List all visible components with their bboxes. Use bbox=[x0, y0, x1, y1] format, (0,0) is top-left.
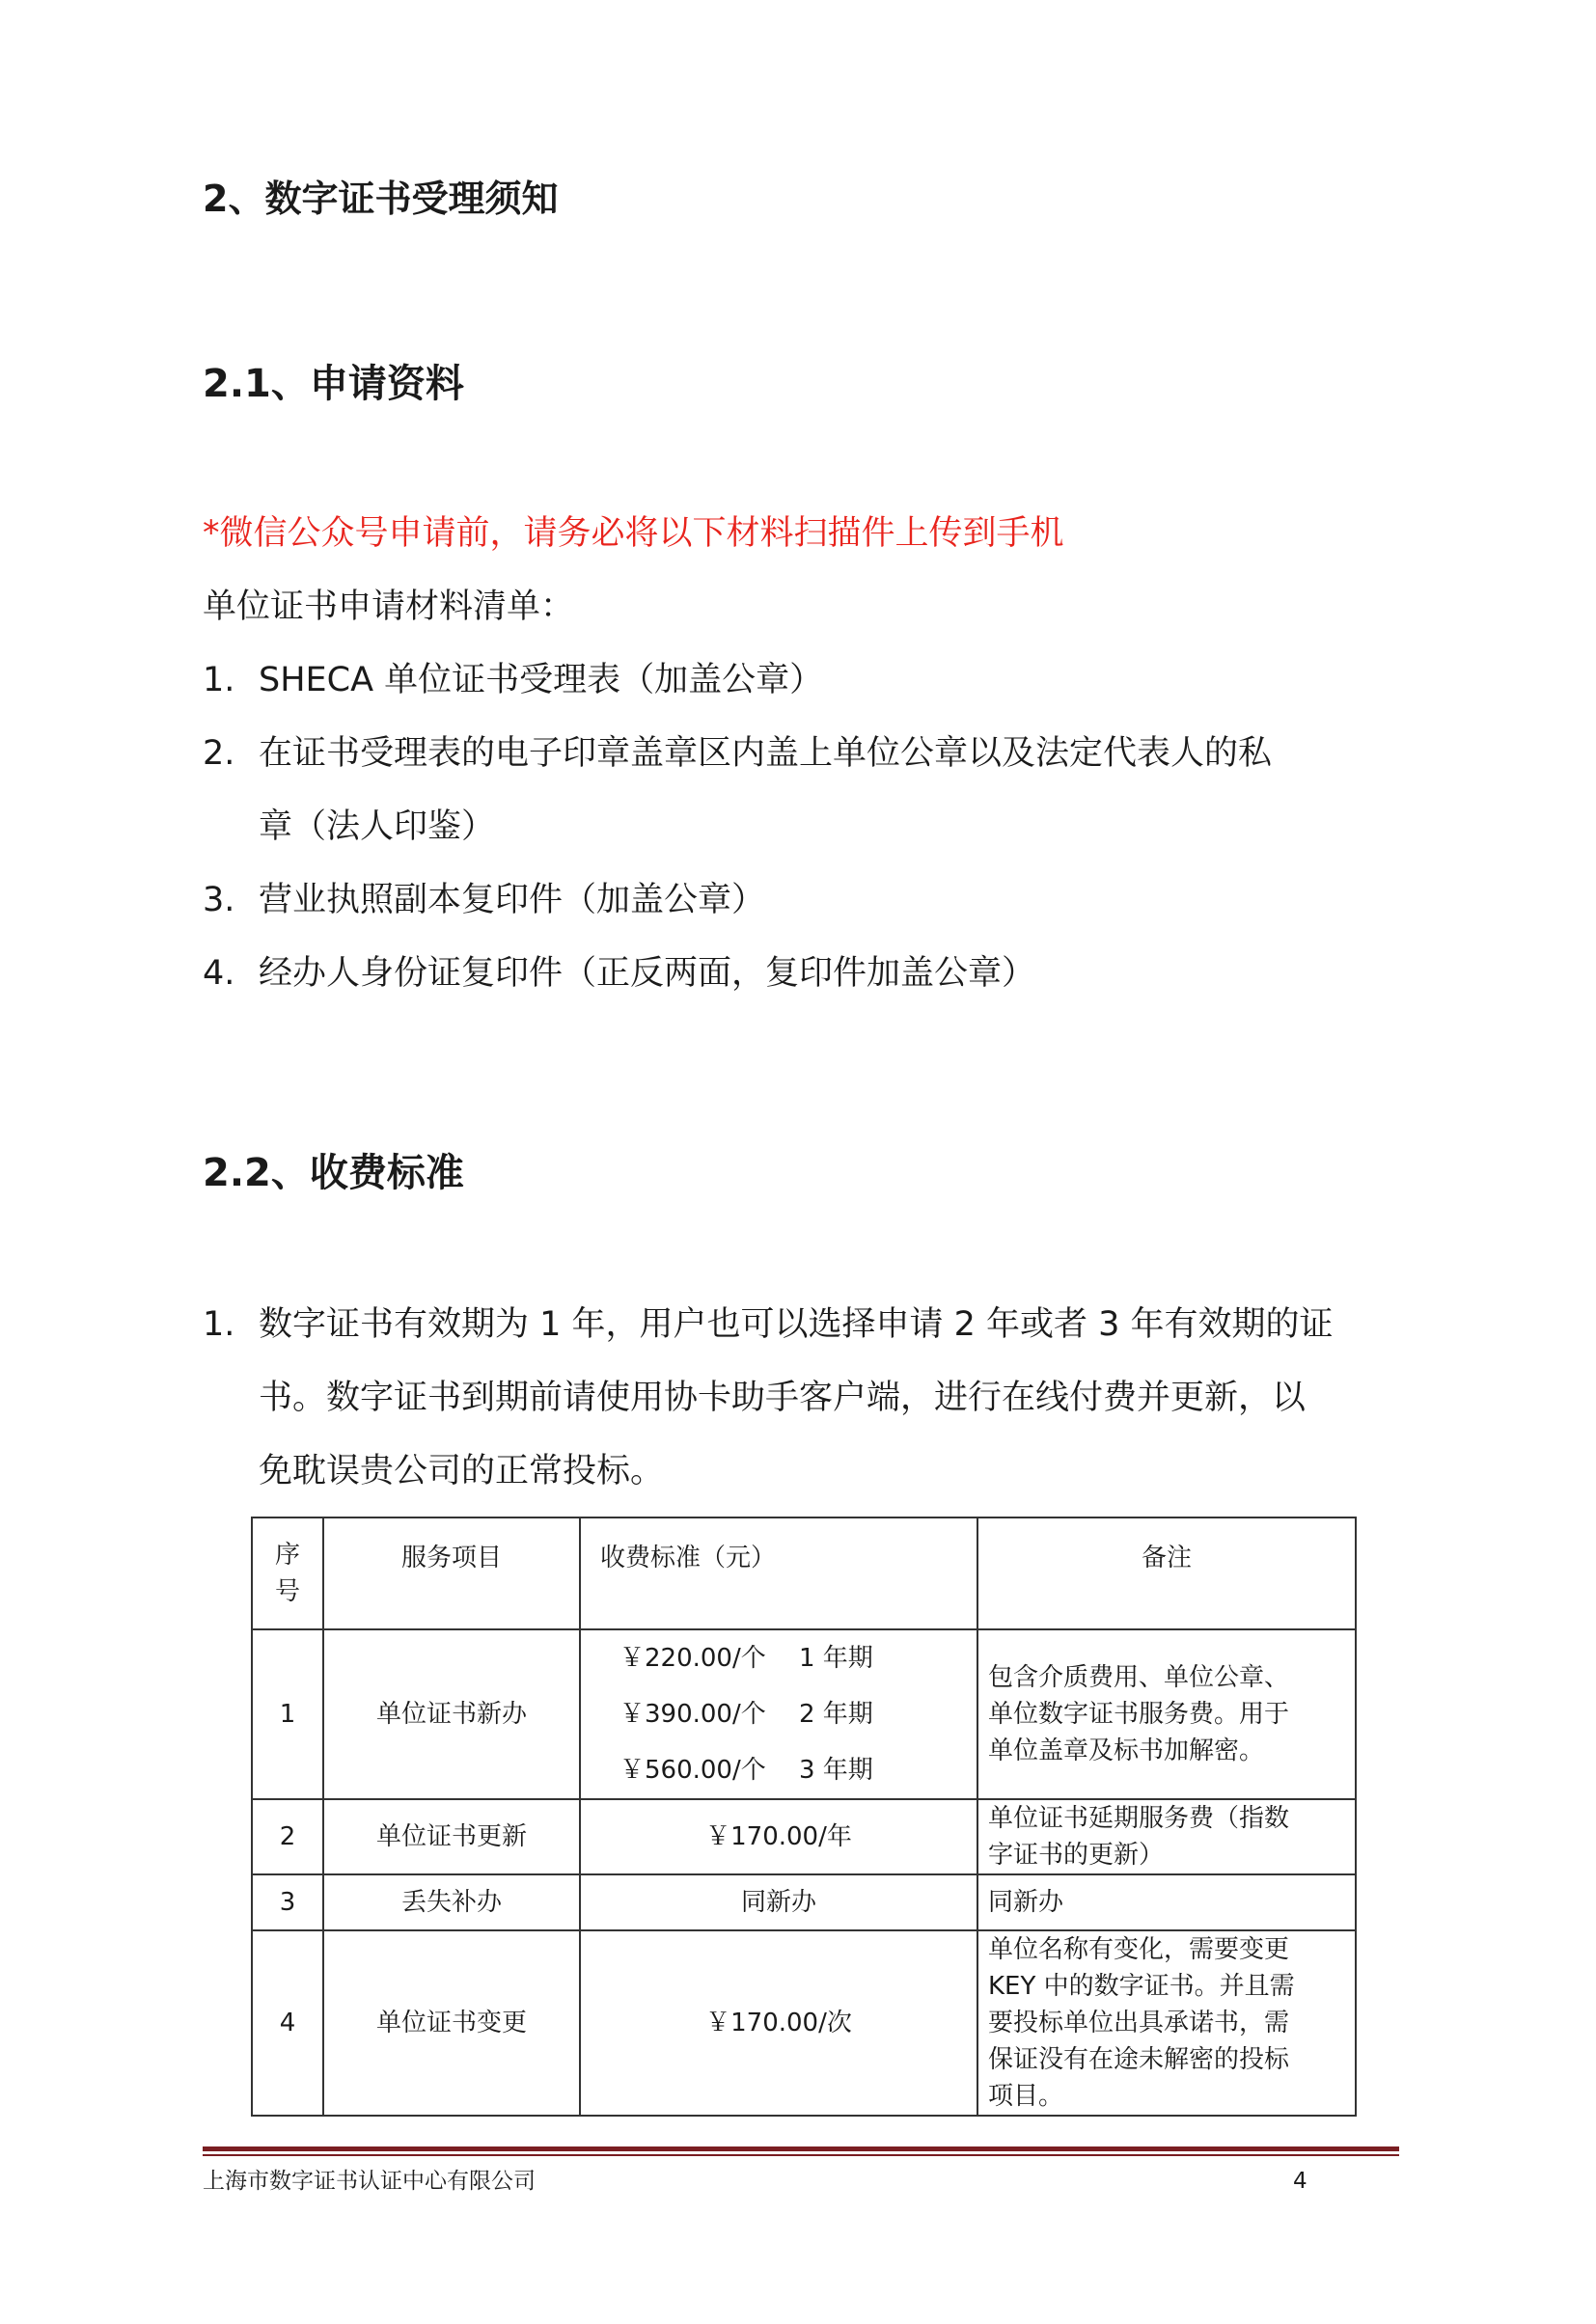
table-row bbox=[252, 1874, 1356, 1930]
list-number: 1. bbox=[203, 661, 235, 699]
fee-description-line: 书。数字证书到期前请使用协卡助手客户端，进行在线付费并更新，以 bbox=[259, 1379, 1307, 1417]
cell-note: 单位证书延期服务费（指数 字证书的更新） bbox=[977, 1799, 1356, 1874]
cell-note: 单位名称有变化，需要变更 KEY 中的数字证书。并且需 要投标单位出具承诺书，需 保证没有在途未解密的投标 项目。 bbox=[977, 1930, 1356, 2116]
list-number: 1. bbox=[203, 1305, 235, 1344]
materials-list-heading: 单位证书申请材料清单： bbox=[203, 588, 575, 626]
price-line: ￥390.00/个 2 年期 bbox=[619, 1700, 873, 1729]
cell-fee: ￥170.00/年 bbox=[580, 1799, 977, 1874]
cell-item: 单位证书变更 bbox=[323, 1930, 580, 2116]
header-seq: 序 号 bbox=[252, 1517, 323, 1629]
footer-divider bbox=[203, 2146, 1399, 2151]
cell-seq: 1 bbox=[252, 1629, 323, 1799]
fee-table bbox=[251, 1517, 1357, 2117]
list-item-text: 章（法人印鉴） bbox=[259, 807, 496, 846]
price-line: ￥560.00/个 3 年期 bbox=[619, 1756, 873, 1785]
list-item-text: 营业执照副本复印件（加盖公章） bbox=[259, 881, 766, 919]
header-fee: 收费标准（元） bbox=[580, 1517, 977, 1629]
cell-fee: 同新办 bbox=[580, 1874, 977, 1930]
fee-description-line: 数字证书有效期为 1 年，用户也可以选择申请 2 年或者 3 年有效期的证 bbox=[259, 1305, 1334, 1344]
cell-item: 单位证书更新 bbox=[323, 1799, 580, 1874]
header-note: 备注 bbox=[977, 1517, 1356, 1629]
page-number: 4 bbox=[1293, 2169, 1307, 2194]
list-item-text: SHECA 单位证书受理表（加盖公章） bbox=[259, 661, 824, 699]
table-header-row bbox=[252, 1517, 1356, 1629]
header-item: 服务项目 bbox=[323, 1517, 580, 1629]
price-line: ￥220.00/个 1 年期 bbox=[619, 1644, 873, 1673]
cell-seq: 4 bbox=[252, 1930, 323, 2116]
list-number: 2. bbox=[203, 734, 235, 773]
footer-company: 上海市数字证书认证中心有限公司 bbox=[203, 2169, 536, 2194]
table-row bbox=[252, 1930, 1356, 2116]
cell-item: 丢失补办 bbox=[323, 1874, 580, 1930]
table-row bbox=[252, 1799, 1356, 1874]
cell-item: 单位证书新办 bbox=[323, 1629, 580, 1799]
fee-description-line: 免耽误贵公司的正常投标。 bbox=[259, 1452, 665, 1490]
section-title: 2、数字证书受理须知 bbox=[203, 178, 559, 220]
cell-fee bbox=[580, 1629, 977, 1799]
list-item-text: 经办人身份证复印件（正反两面，复印件加盖公章） bbox=[259, 954, 1036, 993]
subsection-title-fees: 2.2、收费标准 bbox=[203, 1151, 464, 1195]
table-row bbox=[252, 1629, 1356, 1799]
subsection-title-application: 2.1、申请资料 bbox=[203, 362, 464, 406]
cell-seq: 2 bbox=[252, 1799, 323, 1874]
cell-note: 包含介质费用、单位公章、 单位数字证书服务费。用于 单位盖章及标书加解密。 bbox=[977, 1629, 1356, 1799]
list-number: 4. bbox=[203, 954, 235, 993]
cell-fee: ￥170.00/次 bbox=[580, 1930, 977, 2116]
cell-seq: 3 bbox=[252, 1874, 323, 1930]
list-number: 3. bbox=[203, 881, 235, 919]
footer-divider-thin bbox=[203, 2154, 1399, 2156]
list-item-text: 在证书受理表的电子印章盖章区内盖上单位公章以及法定代表人的私 bbox=[259, 734, 1273, 773]
wechat-notice: *微信公众号申请前，请务必将以下材料扫描件上传到手机 bbox=[203, 514, 1064, 553]
cell-note: 同新办 bbox=[977, 1874, 1356, 1930]
